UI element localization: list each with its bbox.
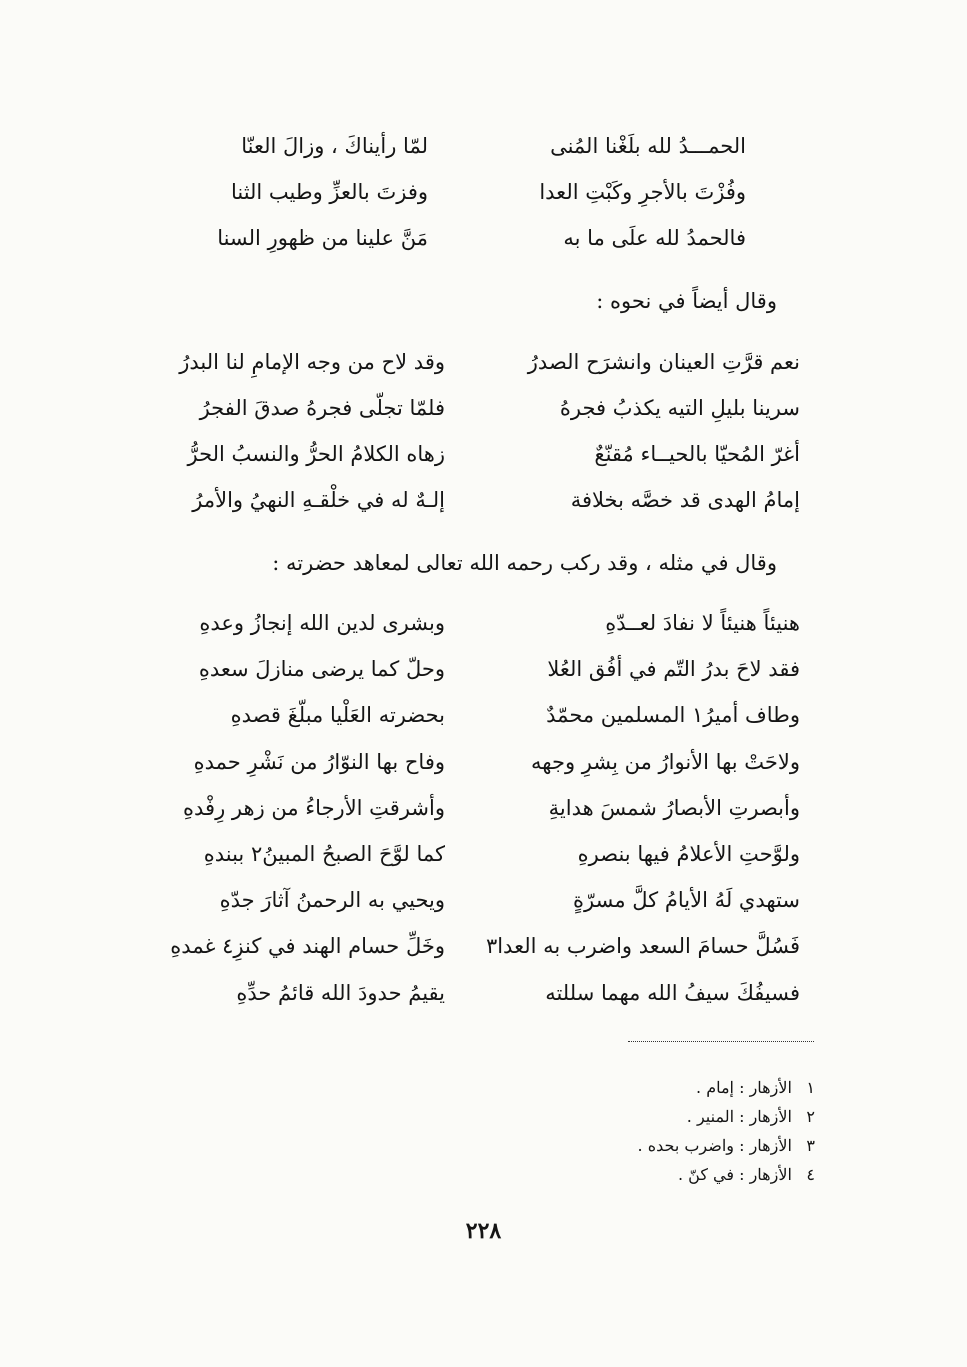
verse <box>120 695 810 741</box>
verse-first-hemistich: الحمـــدُ لله بلَغْنا المُنى <box>550 134 746 158</box>
verse-first-hemistich: نعم قرَّتِ العينان وانشرَح الصدرُ <box>527 350 800 374</box>
poem-3 <box>120 603 810 1019</box>
verse <box>120 342 810 388</box>
footnote-number: ٣ <box>806 1136 815 1155</box>
footnote-text: الأزهار : واضرب بحده . <box>637 1136 792 1155</box>
verse-second-hemistich: وفزتَ بالعزِّ وطيب الثنا <box>230 180 428 204</box>
verse <box>120 649 810 695</box>
verse-first-hemistich: وطاف أميرُ١ المسلمين محمّدٌ <box>546 703 800 728</box>
poem-1 <box>120 126 810 264</box>
verse <box>120 172 810 218</box>
verse <box>120 788 810 834</box>
poem-intro: وقال أيضاً في نحوه : <box>596 289 777 313</box>
footnote <box>395 1160 815 1189</box>
verse-first-hemistich: فسيفُكَ سيفُ الله مهما سللته <box>545 980 800 1005</box>
verse-second-hemistich: زهاه الكلامُ الحرُّ والنسبُ الحرُّ <box>187 442 445 466</box>
verse-first-hemistich: أغرّ المُحيّا بالحيــاء مُقنّعٌ <box>594 442 800 466</box>
verse <box>120 218 810 264</box>
verse-first-hemistich: وأبصرتِ الأبصارُ شمسَ هدايةِ <box>548 795 800 820</box>
verse-second-hemistich: ويحيي به الرحمنُ آثارَ جدّهِ <box>219 888 445 913</box>
verse <box>120 834 810 880</box>
verse <box>120 742 810 788</box>
poem-intro: وقال في مثله ، وقد ركب رحمه الله تعالى لمعاهد حضرته : <box>272 551 777 575</box>
verse <box>120 926 810 972</box>
footnote <box>395 1102 815 1131</box>
verse-second-hemistich: مَنَّ علينا من ظهورِ السنا <box>217 226 428 250</box>
verse <box>120 388 810 434</box>
footnote-number: ٢ <box>806 1107 815 1126</box>
verse <box>120 880 810 926</box>
verse-first-hemistich: هنيئاً هنيئاً لا نفادَ لعــدّهِ <box>605 611 800 635</box>
footnote-text: الأزهار : إمام . <box>696 1078 792 1097</box>
verse-second-hemistich: كما لوَّحَ الصبحُ المبينُ٢ ببندهِ <box>203 841 445 866</box>
footnote-text: الأزهار : المنير . <box>686 1107 792 1126</box>
poem-2 <box>120 342 810 526</box>
verse-first-hemistich: وفُزْتَ بالأجرِ وكَبْتِ العدا <box>539 180 746 204</box>
verse-second-hemistich: وحلّ كما يرضى منازلَ سعدهِ <box>198 657 445 682</box>
verse-second-hemistich: لمّا رأيناكَ ، وزالَ العنّا <box>241 134 428 158</box>
verse <box>120 126 810 172</box>
verse-first-hemistich: إمامُ الهدى قد خصَّه بخلافة <box>570 488 800 512</box>
verse-first-hemistich: ستهدي لَهُ الأيامُ كلَّ مسرّةٍ <box>573 888 800 913</box>
verse <box>120 480 810 526</box>
verse-second-hemistich: فلمّا تجلّى فجرهُ صدقَ الفجرُ <box>199 396 445 420</box>
footnote-text: الأزهار : في كنّ . <box>677 1165 792 1184</box>
footnote-divider <box>628 1041 814 1042</box>
verse <box>120 603 810 649</box>
verse-second-hemistich: بحضرته العَلْيا مبلّغَ قصدهِ <box>230 703 445 728</box>
footnote <box>395 1131 815 1160</box>
verse-first-hemistich: ولاحَتْ بها الأنوارُ من بِشرِ وجهه <box>531 749 800 774</box>
verse <box>120 973 810 1019</box>
verse-first-hemistich: فالحمدُ لله علَى ما به <box>563 226 746 250</box>
footnote-number: ٤ <box>806 1165 815 1184</box>
page-number: ٢٢٨ <box>465 1218 502 1244</box>
verse-second-hemistich: وفاح بها النوّارُ من نَشْرِ حمدهِ <box>193 749 445 774</box>
verse-first-hemistich: سرينا بليلِ التيه يكذبُ فجرهُ <box>559 396 800 420</box>
verse-second-hemistich: وخَلِّ حسام الهند في كنزِ٤ غمدهِ <box>170 934 445 959</box>
verse-second-hemistich: وأشرقتِ الأرجاءُ من زهر رِفْدهِ <box>183 795 445 820</box>
verse-second-hemistich: يقيمُ حدودَ الله قائمُ حدِّهِ <box>236 980 445 1005</box>
verse-second-hemistich: وبشرى لدين الله إنجازُ وعدهِ <box>199 611 445 635</box>
verse-second-hemistich: إلـهٌ له في خلْقـهِ النهيُ والأمرُ <box>192 488 445 512</box>
verse-first-hemistich: فَسُلَّ حسامَ السعد واضرب به العدا٣ <box>485 934 800 959</box>
footnote <box>395 1073 815 1102</box>
verse-first-hemistich: ولوَّحتِ الأعلامُ فيها بنصرهِ <box>577 841 800 866</box>
footnote-number: ١ <box>806 1078 815 1097</box>
verse-first-hemistich: فقد لاحَ بدرُ التّم في أفُق العُلا <box>547 657 800 682</box>
footnotes <box>395 1073 815 1189</box>
verse-second-hemistich: وقد لاح من وجه الإمامِ لنا البدرُ <box>179 350 445 374</box>
verse <box>120 434 810 480</box>
